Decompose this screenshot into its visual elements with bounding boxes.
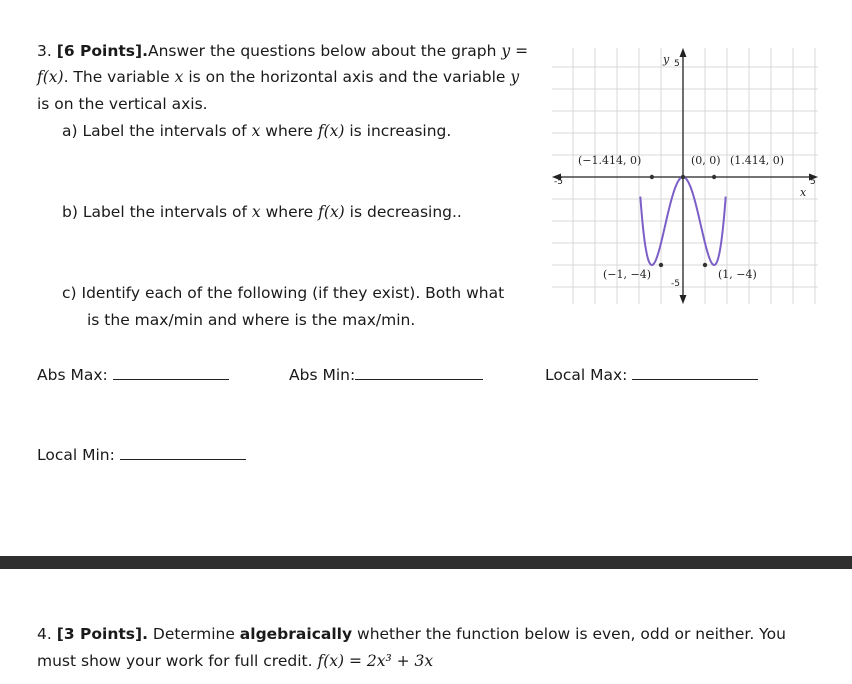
q3-points: [6 Points]. [56,42,148,60]
y-axis-label: y [663,53,670,66]
q3-b-where: where [265,203,314,221]
abs-min-blank[interactable] [355,365,483,380]
q3-a-x: x [251,122,261,140]
q3-part-a [62,122,451,140]
tick-x-right: 5 [810,177,816,187]
labeled-point [681,175,685,179]
q3-intro-2d: is on the horizontal axis and the variable [188,68,506,86]
q3-b-fx: f(x) [318,203,345,221]
q3-c-text-1: Identify each of the following (if they exist). Both what [81,284,505,302]
q3-intro-2b: . The variable [63,68,170,86]
local-max-label: Local Max: [545,366,628,384]
q3-a-label: a) [62,122,78,140]
q3-intro-2a: f(x) [37,68,64,86]
graph-axes [552,48,818,304]
abs-max-row [37,365,229,384]
q3-c-label: c) [62,284,77,302]
q3-intro-2c: x [174,68,184,86]
q3-intro-3: is on the vertical axis. [37,95,208,113]
q3-a-end: is increasing. [349,122,452,140]
tick-y-bottom: -5 [671,279,680,289]
q3-c-text-2: is the max/min and where is the max/min. [87,311,416,329]
local-min-label: Local Min: [37,446,115,464]
q3-a-text: Label the intervals of [82,122,247,140]
q3-b-end: is decreasing.. [349,203,462,221]
q4-formula: f(x) = 2x³ + 3x [317,652,434,670]
x-axis-label: x [800,186,807,199]
q3-number: 3. [37,42,52,60]
point-label-neg-sqrt2: (−1.414, 0) [578,154,642,167]
q3-part-c-2 [87,311,415,329]
point-label-min-left: (−1, −4) [603,268,652,281]
q3-line-1 [37,42,528,60]
point-label-origin: (0, 0) [691,154,721,167]
q4-number: 4. [37,625,52,643]
tick-y-top: 5 [674,59,680,69]
function-graph [540,36,830,311]
labeled-point [650,175,654,179]
q4-line-1 [37,625,786,643]
q4-points: [3 Points]. [56,625,148,643]
q3-a-where: where [265,122,313,140]
q3-intro-2e: y [510,68,520,86]
y-axis-arrow-down [680,295,687,304]
q4-text-3: must show your work for full credit. [37,652,313,670]
q3-b-label: b) [62,203,78,221]
q3-line-3 [37,95,208,113]
q3-intro-1b: y = [501,42,529,60]
q4-text-2: whether the function below is even, odd or neither. You [357,625,786,643]
q3-line-2 [37,68,519,86]
y-axis-arrow-up [680,48,687,57]
local-max-blank[interactable] [632,365,758,380]
point-label-sqrt2: (1.414, 0) [730,154,785,167]
local-min-row [37,445,246,464]
q3-b-x: x [251,203,261,221]
labeled-point [712,175,716,179]
q3-part-c-1 [62,284,504,302]
tick-x-left: -5 [554,177,563,187]
abs-max-blank[interactable] [113,365,229,380]
graph-grid [552,48,818,304]
labeled-point [659,263,663,267]
local-min-blank[interactable] [120,445,246,460]
abs-max-label: Abs Max: [37,366,108,384]
local-max-row [545,365,758,384]
point-label-min-right: (1, −4) [718,268,757,281]
abs-min-row [289,365,483,384]
section-divider [0,556,852,569]
q4-line-2 [37,652,433,670]
q3-a-fx: f(x) [317,122,345,140]
q3-intro-1a: Answer the questions below about the graph [147,42,497,60]
q4-text-bold: algebraically [239,625,353,643]
labeled-point [703,263,707,267]
q4-text-1: Determine [152,625,235,643]
abs-min-label: Abs Min: [289,366,356,384]
q3-b-text: Label the intervals of [82,203,247,221]
q3-part-b [62,203,462,221]
